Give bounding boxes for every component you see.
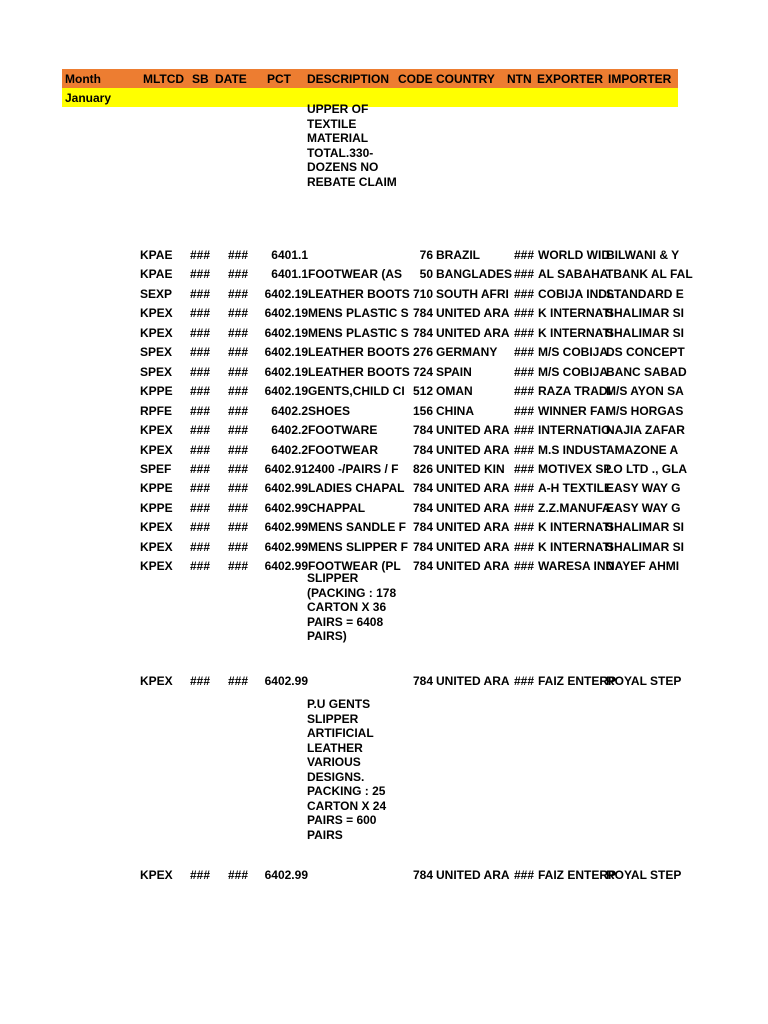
table-cell-date[interactable]: ### (228, 462, 249, 476)
table-cell-code[interactable]: 784 (412, 306, 433, 320)
table-cell-desc[interactable]: LEATHER BOOTS (308, 287, 410, 301)
table-cell-mltcd[interactable]: KPEX (140, 326, 173, 340)
table-cell-code[interactable]: 784 (412, 540, 433, 554)
table-cell-country[interactable]: SPAIN (436, 365, 472, 379)
table-cell-date[interactable]: ### (228, 267, 249, 281)
table-cell-pct[interactable]: 6402.2 (271, 404, 308, 418)
table-cell-ntn[interactable]: ### (514, 267, 535, 281)
table-cell-ntn[interactable]: ### (514, 384, 535, 398)
table-cell-desc[interactable]: 2400 -/PAIRS / F (308, 462, 399, 476)
table-cell-country[interactable]: SOUTH AFRI (436, 287, 509, 301)
table-cell-imp[interactable]: TBANK AL FAL (606, 267, 693, 281)
table-cell-code[interactable]: 784 (412, 559, 433, 573)
table-cell-imp[interactable]: M/S HORGAS (606, 404, 684, 418)
table-cell-mltcd[interactable]: KPPE (140, 384, 173, 398)
table-cell-imp[interactable]: BANC SABAD (606, 365, 687, 379)
table-cell-code[interactable]: 156 (412, 404, 433, 418)
table-cell-code[interactable]: 784 (412, 674, 433, 688)
table-cell-imp[interactable]: STANDARD E (606, 287, 684, 301)
table-cell-date[interactable]: ### (228, 248, 249, 262)
table-cell-mltcd[interactable]: KPEX (140, 674, 173, 688)
table-cell-sb[interactable]: ### (190, 443, 211, 457)
table-cell-date[interactable]: ### (228, 443, 249, 457)
table-cell-code[interactable]: 784 (412, 868, 433, 882)
table-cell-sb[interactable]: ### (190, 267, 211, 281)
table-cell-exp[interactable]: Z.Z.MANUFA (538, 501, 611, 515)
table-cell-desc[interactable]: CHAPPAL (308, 501, 366, 515)
table-cell-country[interactable]: UNITED ARA (436, 501, 510, 515)
table-cell-sb[interactable]: ### (190, 674, 211, 688)
table-cell-sb[interactable]: ### (190, 540, 211, 554)
col-header-month[interactable]: Month (65, 72, 101, 86)
table-cell-sb[interactable]: ### (190, 501, 211, 515)
table-cell-code[interactable]: 784 (412, 481, 433, 495)
table-cell-ntn[interactable]: ### (514, 345, 535, 359)
table-cell-mltcd[interactable]: SPEX (140, 345, 173, 359)
table-cell-sb[interactable]: ### (190, 306, 211, 320)
table-cell-desc[interactable]: FOOTWEAR (308, 443, 378, 457)
month-label[interactable]: January (65, 91, 112, 105)
table-cell-exp[interactable]: WORLD WID (538, 248, 610, 262)
col-header-exporter[interactable]: EXPORTER (537, 72, 604, 86)
table-cell-sb[interactable]: ### (190, 520, 211, 534)
table-cell-mltcd[interactable]: SPEF (140, 462, 172, 476)
table-cell-date[interactable]: ### (228, 326, 249, 340)
table-cell-mltcd[interactable]: RPFE (140, 404, 173, 418)
table-cell-ntn[interactable]: ### (514, 443, 535, 457)
table-cell-imp[interactable]: SHALIMAR SI (606, 306, 684, 320)
col-header-country[interactable]: COUNTRY (436, 72, 495, 86)
table-cell-exp[interactable]: FAIZ ENTERP (538, 868, 617, 882)
table-cell-date[interactable]: ### (228, 559, 249, 573)
header-row (62, 69, 678, 88)
table-cell-country[interactable]: BRAZIL (436, 248, 480, 262)
table-cell-ntn[interactable]: ### (514, 306, 535, 320)
table-cell-country[interactable]: UNITED ARA (436, 520, 510, 534)
table-cell-imp[interactable]: BILWANI & Y (606, 248, 680, 262)
table-cell-country[interactable]: UNITED ARA (436, 481, 510, 495)
table-cell-ntn[interactable]: ### (514, 501, 535, 515)
description-note-pu[interactable]: P.U GENTS SLIPPER ARTIFICIAL LEATHER VARIOUS DESIGNS. PACKING : 25 CARTON X 24 PAIRS = 600 PAIRS (307, 697, 387, 842)
table-cell-date[interactable]: ### (228, 540, 249, 554)
table-cell-country[interactable]: UNITED ARA (436, 306, 510, 320)
table-cell-country[interactable]: UNITED ARA (436, 559, 510, 573)
table-cell-country[interactable]: UNITED ARA (436, 423, 510, 437)
table-cell-sb[interactable]: ### (190, 404, 211, 418)
table-cell-desc[interactable]: MENS SLIPPER F (308, 540, 409, 554)
table-cell-date[interactable]: ### (228, 423, 249, 437)
table-cell-exp[interactable]: COBIJA INDL (538, 287, 615, 301)
table-cell-exp[interactable]: K INTERNATI (538, 520, 614, 534)
table-cell-ntn[interactable]: ### (514, 287, 535, 301)
col-header-code[interactable]: CODE (398, 72, 433, 86)
table-cell-sb[interactable]: ### (190, 423, 211, 437)
table-cell-desc[interactable]: FOOTWEAR (AS (308, 267, 402, 281)
table-cell-imp[interactable]: ROYAL STEP (606, 868, 682, 882)
table-cell-desc[interactable]: GENTS,CHILD CI (308, 384, 405, 398)
table-cell-date[interactable]: ### (228, 404, 249, 418)
table-cell-pct[interactable]: 6402.19 (264, 384, 308, 398)
table-cell-desc[interactable]: LEATHER BOOTS (308, 345, 410, 359)
table-cell-exp[interactable]: AL SABAHA (538, 267, 609, 281)
table-cell-exp[interactable]: MOTIVEX SP (538, 462, 612, 476)
table-cell-country[interactable]: BANGLADES (436, 267, 513, 281)
table-cell-code[interactable]: 276 (412, 345, 433, 359)
table-cell-exp[interactable]: M.S INDUST (538, 443, 608, 457)
table-cell-mltcd[interactable]: KPEX (140, 559, 173, 573)
description-note-slipper[interactable]: SLIPPER (PACKING : 178 CARTON X 36 PAIRS = 6408 PAIRS) (307, 571, 397, 643)
table-cell-country[interactable]: UNITED ARA (436, 868, 510, 882)
table-cell-pct[interactable]: 6402.2 (271, 443, 308, 457)
table-cell-pct[interactable]: 6402.99 (264, 674, 308, 688)
table-cell-code[interactable]: 784 (412, 501, 433, 515)
col-header-sb[interactable]: SB (192, 72, 209, 86)
table-cell-pct[interactable]: 6402.99 (264, 501, 308, 515)
table-cell-mltcd[interactable]: KPEX (140, 540, 173, 554)
table-cell-mltcd[interactable]: SPEX (140, 365, 173, 379)
table-cell-imp[interactable]: SHALIMAR SI (606, 540, 684, 554)
table-cell-pct[interactable]: 6402.19 (264, 345, 308, 359)
table-cell-desc[interactable]: MENS PLASTIC S (308, 306, 409, 320)
table-cell-ntn[interactable]: ### (514, 481, 535, 495)
table-cell-date[interactable]: ### (228, 306, 249, 320)
table-cell-imp[interactable]: EASY WAY G (606, 481, 681, 495)
table-cell-sb[interactable]: ### (190, 287, 211, 301)
table-cell-mltcd[interactable]: KPEX (140, 423, 173, 437)
table-cell-sb[interactable]: ### (190, 365, 211, 379)
table-cell-ntn[interactable]: ### (514, 559, 535, 573)
table-cell-code[interactable]: 784 (412, 326, 433, 340)
table-cell-sb[interactable]: ### (190, 462, 211, 476)
table-cell-pct[interactable]: 6402.99 (264, 868, 308, 882)
table-cell-imp[interactable]: LO LTD ., GLA (606, 462, 688, 476)
table-cell-ntn[interactable]: ### (514, 520, 535, 534)
col-header-importer[interactable]: IMPORTER (608, 72, 672, 86)
table-cell-imp[interactable]: NAYEF AHMI (606, 559, 680, 573)
table-cell-exp[interactable]: INTERNATIO (538, 423, 611, 437)
col-header-ntn[interactable]: NTN (507, 72, 532, 86)
table-cell-exp[interactable]: WINNER FAI (538, 404, 609, 418)
table-cell-exp[interactable]: FAIZ ENTERP (538, 674, 617, 688)
table-cell-desc[interactable]: LADIES CHAPAL (308, 481, 405, 495)
table-cell-exp[interactable]: K INTERNATI (538, 306, 614, 320)
table-cell-ntn[interactable]: ### (514, 326, 535, 340)
col-header-date[interactable]: DATE (215, 72, 247, 86)
table-cell-pct[interactable]: 6402.2 (271, 423, 308, 437)
table-cell-mltcd[interactable]: KPPE (140, 481, 173, 495)
table-cell-ntn[interactable]: ### (514, 423, 535, 437)
table-cell-date[interactable]: ### (228, 345, 249, 359)
table-cell-exp[interactable]: K INTERNATI (538, 540, 614, 554)
table-cell-code[interactable]: 724 (412, 365, 433, 379)
table-cell-mltcd[interactable]: KPEX (140, 868, 173, 882)
table-cell-country[interactable]: UNITED KIN (436, 462, 505, 476)
table-cell-country[interactable]: CHINA (436, 404, 474, 418)
table-cell-imp[interactable]: NAJIA ZAFAR (606, 423, 685, 437)
table-cell-ntn[interactable]: ### (514, 462, 535, 476)
col-header-description[interactable]: DESCRIPTION (307, 72, 390, 86)
table-cell-desc[interactable]: SHOES (308, 404, 351, 418)
table-cell-code[interactable]: 710 (412, 287, 433, 301)
table-cell-country[interactable]: UNITED ARA (436, 443, 510, 457)
table-cell-date[interactable]: ### (228, 481, 249, 495)
table-cell-sb[interactable]: ### (190, 481, 211, 495)
table-cell-mltcd[interactable]: KPAE (140, 248, 173, 262)
table-cell-country[interactable]: OMAN (436, 384, 473, 398)
table-cell-sb[interactable]: ### (190, 559, 211, 573)
table-cell-pct[interactable]: 6402.19 (264, 287, 308, 301)
table-cell-code[interactable]: 784 (412, 423, 433, 437)
table-cell-imp[interactable]: SHALIMAR SI (606, 326, 684, 340)
table-cell-sb[interactable]: ### (190, 868, 211, 882)
description-note[interactable]: UPPER OF TEXTILE MATERIAL TOTAL.330-DOZENS NO REBATE CLAIM (307, 102, 397, 189)
table-cell-imp[interactable]: DS CONCEPT (606, 345, 685, 359)
table-cell-exp[interactable]: A-H TEXTILE (538, 481, 612, 495)
table-cell-exp[interactable]: WARESA IND (538, 559, 615, 573)
table-cell-imp[interactable]: M/S AYON SA (606, 384, 684, 398)
table-cell-imp[interactable]: SHALIMAR SI (606, 520, 684, 534)
table-cell-sb[interactable]: ### (190, 326, 211, 340)
table-cell-ntn[interactable]: ### (514, 365, 535, 379)
table-cell-ntn[interactable]: ### (514, 540, 535, 554)
table-cell-desc[interactable]: FOOTWARE (308, 423, 378, 437)
table-cell-imp[interactable]: ROYAL STEP (606, 674, 682, 688)
table-cell-ntn[interactable]: ### (514, 248, 535, 262)
table-cell-date[interactable]: ### (228, 501, 249, 515)
table-cell-mltcd[interactable]: KPEX (140, 520, 173, 534)
table-cell-code[interactable]: 50 (419, 267, 433, 281)
table-cell-desc[interactable]: MENS SANDLE F (308, 520, 407, 534)
col-header-pct[interactable]: PCT (267, 72, 291, 86)
table-cell-exp[interactable]: M/S COBIJA (538, 345, 609, 359)
table-cell-date[interactable]: ### (228, 868, 249, 882)
table-cell-pct[interactable]: 6402.99 (264, 520, 308, 534)
table-cell-ntn[interactable]: ### (514, 674, 535, 688)
table-cell-date[interactable]: ### (228, 287, 249, 301)
table-cell-exp[interactable]: M/S COBIJA (538, 365, 609, 379)
table-cell-pct[interactable]: 6402.91 (264, 462, 308, 476)
table-cell-date[interactable]: ### (228, 520, 249, 534)
table-cell-country[interactable]: UNITED ARA (436, 674, 510, 688)
table-cell-code[interactable]: 76 (419, 248, 433, 262)
table-cell-mltcd[interactable]: SEXP (140, 287, 173, 301)
table-cell-country[interactable]: UNITED ARA (436, 326, 510, 340)
table-cell-date[interactable]: ### (228, 384, 249, 398)
table-cell-desc[interactable]: LEATHER BOOTS (308, 365, 410, 379)
table-cell-sb[interactable]: ### (190, 345, 211, 359)
table-cell-date[interactable]: ### (228, 365, 249, 379)
table-cell-imp[interactable]: AMAZONE A (606, 443, 679, 457)
table-cell-pct[interactable]: 6402.19 (264, 365, 308, 379)
table-cell-code[interactable]: 512 (412, 384, 433, 398)
table-cell-country[interactable]: GERMANY (436, 345, 498, 359)
table-cell-pct[interactable]: 6401.1 (271, 248, 308, 262)
table-cell-pct[interactable]: 6402.99 (264, 540, 308, 554)
table-cell-pct[interactable]: 6402.19 (264, 306, 308, 320)
table-cell-mltcd[interactable]: KPEX (140, 306, 173, 320)
table-cell-mltcd[interactable]: KPEX (140, 443, 173, 457)
table-cell-sb[interactable]: ### (190, 384, 211, 398)
col-header-mltcd[interactable]: MLTCD (143, 72, 185, 86)
table-cell-imp[interactable]: EASY WAY G (606, 501, 681, 515)
table-cell-country[interactable]: UNITED ARA (436, 540, 510, 554)
table-cell-pct[interactable]: 6402.99 (264, 481, 308, 495)
table-cell-pct[interactable]: 6401.1 (271, 267, 308, 281)
table-cell-desc[interactable]: FOOTWEAR (PL (308, 559, 401, 573)
table-cell-mltcd[interactable]: KPPE (140, 501, 173, 515)
table-cell-ntn[interactable]: ### (514, 404, 535, 418)
table-cell-mltcd[interactable]: KPAE (140, 267, 173, 281)
table-cell-pct[interactable]: 6402.99 (264, 559, 308, 573)
table-cell-exp[interactable]: RAZA TRADI (538, 384, 611, 398)
table-cell-sb[interactable]: ### (190, 248, 211, 262)
table-cell-exp[interactable]: K INTERNATI (538, 326, 614, 340)
table-cell-desc[interactable]: MENS PLASTIC S (308, 326, 409, 340)
table-cell-code[interactable]: 784 (412, 520, 433, 534)
table-cell-ntn[interactable]: ### (514, 868, 535, 882)
table-cell-code[interactable]: 826 (412, 462, 433, 476)
table-cell-pct[interactable]: 6402.19 (264, 326, 308, 340)
table-cell-code[interactable]: 784 (412, 443, 433, 457)
table-cell-date[interactable]: ### (228, 674, 249, 688)
